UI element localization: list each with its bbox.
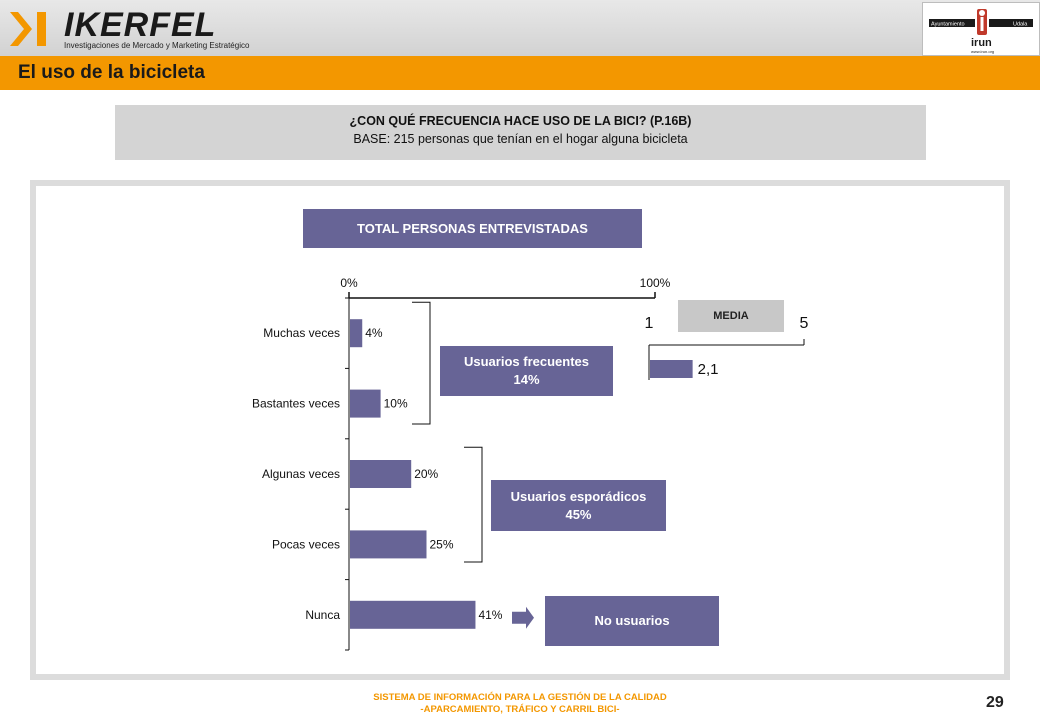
total-label-box: TOTAL PERSONAS ENTREVISTADAS xyxy=(303,209,642,248)
data-label: 25% xyxy=(429,537,454,552)
frequent-users-box xyxy=(440,346,613,396)
data-label: 4% xyxy=(365,326,383,341)
category-label: Algunas veces xyxy=(261,467,340,481)
bar xyxy=(350,460,411,488)
footer-line1: SISTEMA DE INFORMACIÓN PARA LA GESTIÓN DE LA CALIDAD xyxy=(373,692,667,703)
brand-name: IKERFEL xyxy=(64,6,217,44)
media-tick-label: 5 xyxy=(799,315,809,332)
page-title: El uso de la bicicleta xyxy=(18,62,205,83)
occasional-users-label: Usuarios esporádicos xyxy=(510,488,647,504)
category-label: Nunca xyxy=(305,607,340,622)
frequent-users-bracket xyxy=(412,302,430,424)
page-number: 29 xyxy=(986,694,1004,711)
occasional-users-bracket xyxy=(464,447,482,562)
category-label: Bastantes veces xyxy=(251,396,340,411)
non-users-label: No usuarios xyxy=(594,613,670,628)
bar xyxy=(350,319,362,347)
question-text: ¿CON QUÉ FRECUENCIA HACE USO DE LA BICI? (P.16B) xyxy=(349,114,692,128)
media-data-label: 2,1 xyxy=(697,361,719,378)
question-base: BASE: 215 personas que tenían en el hogar alguna bicicleta xyxy=(353,132,688,146)
category-label: Pocas veces xyxy=(271,537,340,552)
occasional-users-value: 45% xyxy=(565,506,592,522)
media-label-box: MEDIA xyxy=(678,300,784,332)
data-label: 41% xyxy=(478,607,503,622)
axis-tick-label: 0% xyxy=(340,276,358,290)
occasional-users-box xyxy=(491,480,666,531)
footer-line2: -APARCAMIENTO, TRÁFICO Y CARRIL BICI- xyxy=(420,704,620,715)
frequent-users-value: 14% xyxy=(513,372,540,387)
bar xyxy=(350,390,381,418)
city-logo-name: irun xyxy=(971,37,992,49)
data-label: 20% xyxy=(414,467,439,481)
footer xyxy=(260,692,780,716)
bar xyxy=(350,530,427,558)
city-logo-url: www.irun.org xyxy=(971,49,995,54)
arrow-icon xyxy=(512,607,534,629)
media-bar xyxy=(650,360,693,378)
frequent-users-label: Usuarios frecuentes xyxy=(464,354,589,369)
city-logo-right-text: Udala xyxy=(1013,21,1028,28)
bar xyxy=(350,601,475,629)
non-users-box xyxy=(545,596,719,646)
city-logo-left-text: Ayuntamiento xyxy=(931,21,965,28)
media-tick-label: 1 xyxy=(644,315,654,332)
media-chart xyxy=(645,315,809,380)
axis-tick-label: 100% xyxy=(639,276,671,290)
data-label: 10% xyxy=(383,396,408,411)
brand-tagline: Investigaciones de Mercado y Marketing Estratégico xyxy=(64,41,250,50)
category-label: Muchas veces xyxy=(263,326,340,341)
